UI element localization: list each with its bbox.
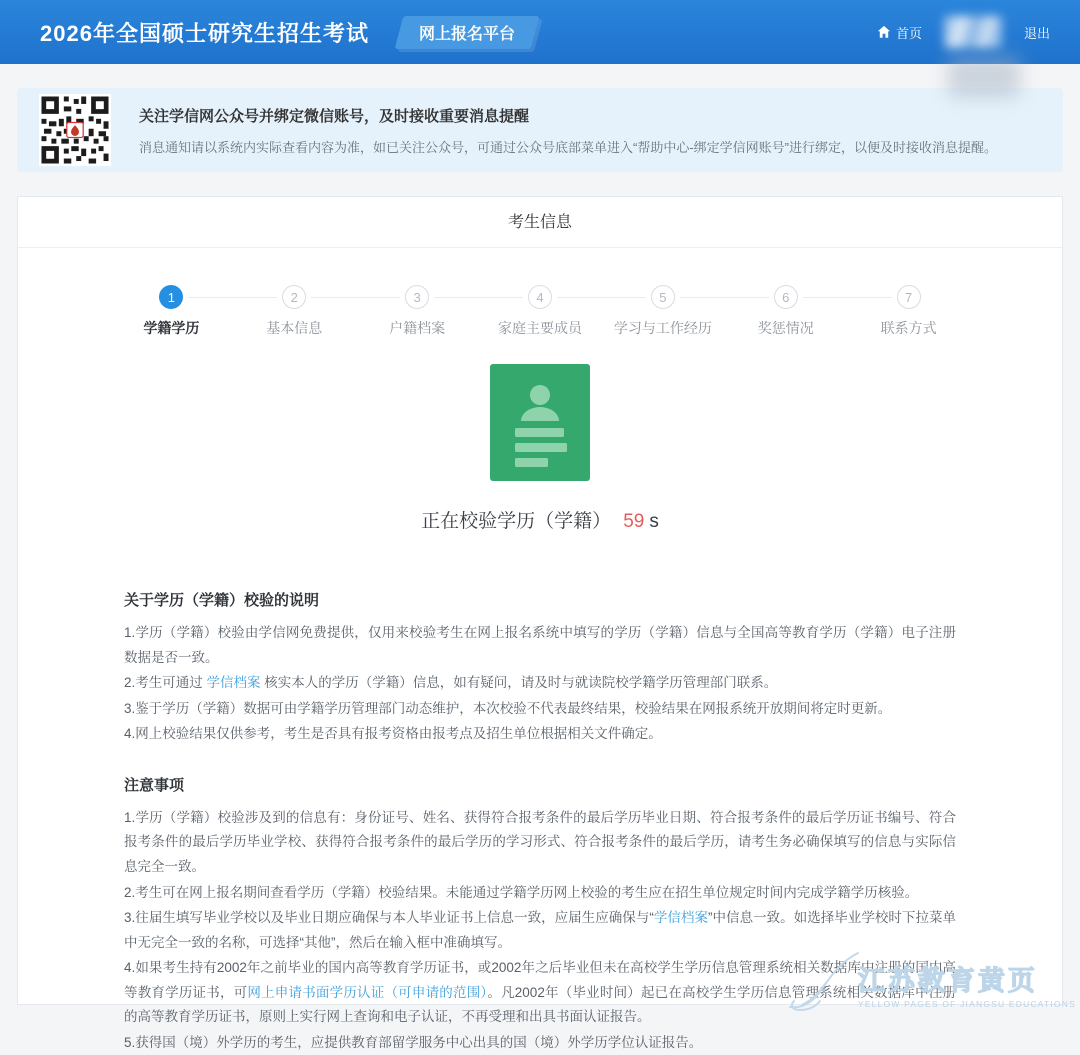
text-segment: 核实本人的学历（学籍）信息，如有疑问，请及时与就读院校学籍学历管理部门联系。 bbox=[260, 675, 778, 691]
verification-explain-section bbox=[124, 589, 956, 747]
step-label: 基本信息 bbox=[266, 320, 323, 336]
text-segment: 3.往届生填写毕业学校以及毕业日期应确保与本人毕业证书上信息一致，应届生应确保与“ bbox=[124, 910, 654, 926]
home-link[interactable] bbox=[877, 23, 922, 42]
verification-status bbox=[18, 364, 1062, 533]
text-segment: 2.考生可通过 bbox=[124, 675, 207, 691]
logout-link[interactable] bbox=[1024, 23, 1050, 42]
notice-body: 消息通知请以系统内实际查看内容为准，如已关注公众号，可通过公众号底部菜单进入“帮助中心-绑定学信网账号”进行绑定，以便及时接收消息提醒。 bbox=[139, 139, 997, 155]
notice-texts bbox=[139, 105, 997, 156]
step-item-1[interactable] bbox=[110, 285, 233, 338]
step-number: 4 bbox=[528, 285, 552, 309]
step-label: 户籍档案 bbox=[389, 320, 446, 336]
platform-badge-label: 网上报名平台 bbox=[418, 25, 515, 43]
watermark-en: YELLOW PAGES OF JIANGSU EDUCATIONS bbox=[857, 999, 1076, 1009]
platform-badge bbox=[399, 16, 535, 49]
panel-title: 考生信息 bbox=[18, 197, 1062, 248]
step-item-6[interactable] bbox=[724, 285, 847, 338]
countdown-unit: s bbox=[649, 511, 659, 532]
notes-item bbox=[124, 881, 956, 906]
notes-item bbox=[124, 906, 956, 955]
username-blurred bbox=[944, 16, 1002, 48]
step-number: 2 bbox=[282, 285, 306, 309]
step-number: 6 bbox=[774, 285, 798, 309]
notes-heading: 注意事项 bbox=[124, 776, 185, 794]
notes-item bbox=[124, 806, 956, 880]
qr-code bbox=[39, 94, 111, 166]
notes-item bbox=[124, 1031, 956, 1055]
text-segment: 2.考生可在网上报名期间查看学历（学籍）校验结果。未能通过学籍学历网上校验的考生应在招生单位规定时间内完成学籍学历核验。 bbox=[124, 884, 919, 900]
explain-item bbox=[124, 697, 956, 722]
explain-item bbox=[124, 671, 956, 696]
step-number: 3 bbox=[405, 285, 429, 309]
home-link-label: 首页 bbox=[895, 25, 922, 41]
explain-heading: 关于学历（学籍）校验的说明 bbox=[124, 592, 320, 609]
page-title: 2026年全国硕士研究生招生考试 bbox=[40, 20, 369, 46]
step-item-2[interactable] bbox=[233, 285, 356, 338]
inline-link[interactable]: 学信档案 bbox=[653, 910, 708, 926]
text-segment: 1.学历（学籍）校验由学信网免费提供，仅用来校验考生在网上报名系统中填写的学历（学籍）信息与全国高等教育学历（学籍）电子注册数据是否一致。 bbox=[124, 625, 956, 665]
step-number: 5 bbox=[651, 285, 675, 309]
inline-link[interactable]: 网上申请书面学历认证 bbox=[247, 984, 385, 1000]
explain-item bbox=[124, 621, 956, 670]
step-item-4[interactable] bbox=[479, 285, 602, 338]
step-item-7[interactable] bbox=[847, 285, 970, 338]
inline-link[interactable]: （可申请的范围） bbox=[384, 984, 488, 1000]
top-nav bbox=[877, 16, 1050, 48]
step-number: 1 bbox=[159, 285, 183, 309]
step-label: 奖惩情况 bbox=[757, 320, 814, 336]
text-segment: 3.鉴于学历（学籍）数据可由学籍学历管理部门动态维护，本次校验不代表最终结果，校验结果在网报系统开放期间将定时更新。 bbox=[124, 700, 892, 716]
step-indicator bbox=[110, 285, 970, 338]
step-item-3[interactable] bbox=[356, 285, 479, 338]
inline-link[interactable]: 学信档案 bbox=[206, 675, 261, 691]
text-segment: 4.网上校验结果仅供参考，考生是否具有报考资格由报考点及招生单位根据相关文件确定。 bbox=[124, 726, 662, 742]
countdown-seconds: 59 bbox=[623, 511, 645, 532]
text-segment: 1.学历（学籍）校验涉及到的信息有：身份证号、姓名、获得符合报考条件的最后学历毕业日期、符合报考条件的最后学历证书编号、符合报考条件的最后学历毕业学校、获得符合报考条件的最后学历的学习形式、符合报考条件的最后学历，请考生务必确保填写的信息与实际信息完全一致。 bbox=[124, 809, 956, 874]
step-label: 学习与工作经历 bbox=[613, 320, 712, 336]
text-segment: 5.获得国（境）外学历的考生，应提供教育部留学服务中心出具的国（境）外学历学位认证报告。 bbox=[124, 1034, 703, 1050]
step-item-5[interactable] bbox=[601, 285, 724, 338]
explain-item bbox=[124, 722, 956, 747]
watermark-cn: 江苏教育黄页 bbox=[857, 966, 1038, 996]
checking-status-text: 正在校验学历（学籍） bbox=[421, 511, 612, 532]
text-segment: ”中信息一致。如选择毕业学校时下拉菜单中无完全一致的名称，可选择“其他”，然后在输入框中准确填写。 bbox=[124, 910, 956, 950]
home-icon bbox=[877, 25, 891, 39]
top-bar bbox=[0, 0, 1080, 64]
step-number: 7 bbox=[897, 285, 921, 309]
candidate-info-panel bbox=[17, 196, 1063, 1050]
logout-link-label: 退出 bbox=[1023, 25, 1050, 41]
checking-status-line bbox=[18, 506, 1062, 533]
notes-item bbox=[124, 956, 956, 1030]
step-label: 联系方式 bbox=[880, 320, 937, 336]
text-segment: 。凡2002年（毕业时间）起已在高校学生学历信息管理系统相关数据库中注册的高等教育学历证书，原则上实行网上查询和电子认证，不再受理和出具书面认证报告。 bbox=[124, 984, 957, 1025]
notice-title: 关注学信网公众号并绑定微信账号，及时接收重要消息提醒 bbox=[139, 107, 530, 125]
step-label: 学籍学历 bbox=[143, 320, 200, 336]
text-segment: 4.如果考生持有2002年之前毕业的国内高等教育学历证书，或2002年之后毕业但未在高校学生学历信息管理系统相关数据库中注册的国内高等教育学历证书，可 bbox=[124, 960, 956, 1000]
step-label: 家庭主要成员 bbox=[498, 320, 582, 336]
id-card-icon bbox=[490, 364, 590, 481]
wechat-notice-banner bbox=[17, 88, 1063, 172]
